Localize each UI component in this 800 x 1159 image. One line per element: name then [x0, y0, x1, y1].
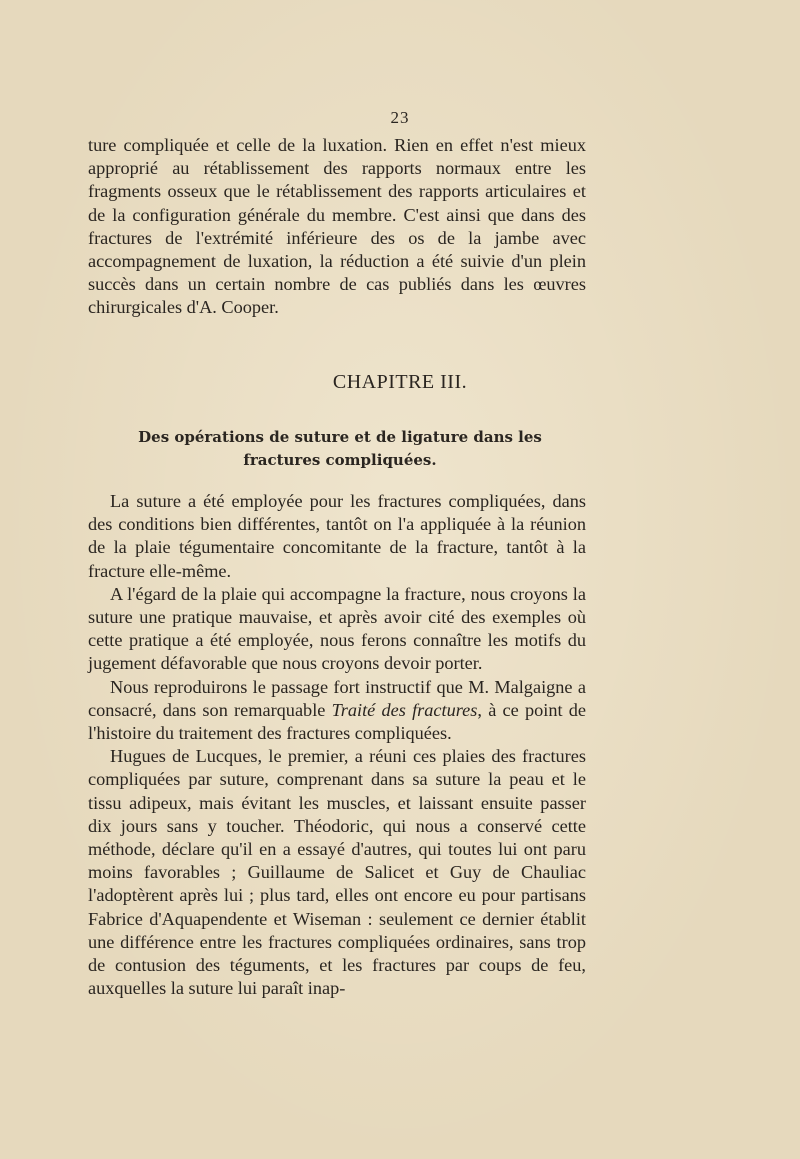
- intro-text-block: [88, 134, 586, 320]
- paragraph-malgaigne-start: Nous reproduirons le passage fort instructif que M. Malgaigne a consacré, dans son remarquable: [88, 676, 586, 720]
- chapter-title: CHAPITRE III.: [332, 371, 468, 393]
- paragraph-malgaigne-end: , à ce point de l'histoire du traitement des fractures compliquées.: [88, 699, 587, 744]
- page-number: 23: [390, 108, 410, 127]
- section-title-line-2: fractures compliquées.: [243, 451, 437, 469]
- intro-paragraph: ture compliquée et celle de la luxation. Rien en effet n'est mieux approprié au rétablissement des rapports normaux entre les fragments osseux que le rétablissement des rapports articulaires et de la configuration générale du membre. C'est ainsi que dans des fractures de l'extrémité inférieure des os de la jambe avec accompagnement de luxation, la réduction a été suivie d'un plein succès dans un certain nombre de cas publiés dans les œuvres chirurgicales d'A. Cooper.: [88, 135, 586, 318]
- paragraph-suture: La suture a été employée pour les fractures compliquées, dans des conditions bien différentes, tantôt on l'a appliquée à la réunion de la plaie tégumentaire concomitante de la fracture, tantôt à la fracture elle-même.: [88, 491, 586, 581]
- section-title-line-1: Des opérations de suture et de ligature dans les: [138, 428, 542, 446]
- section-title: [110, 426, 570, 472]
- paragraph-malgaigne: [88, 676, 586, 746]
- paragraph-hugues: Hugues de Lucques, le premier, a réuni ces plaies des fractures compliquées par suture, comprenant dans sa suture la peau et le tissu adipeux, mais évitant les muscles, et laissant ensuite passer dix jours sans y toucher. Théodoric, qui nous a conservé cette méthode, déclare qu'il en a essayé d'autres, qui toutes lui ont paru moins favorables ; Guillaume de Salicet et Guy de Chauliac l'adoptèrent après lui ; plus tard, elles ont encore eu pour partisans Fabrice d'Aquapendente et Wiseman : seulement ce dernier établit une différence entre les fractures compliquées ordinaires, sans trop de contusion des téguments, et les fractures par coups de feu, auxquelles la suture lui paraît inap-: [88, 746, 586, 999]
- paragraph-plaie: A l'égard de la plaie qui accompagne la fracture, nous croyons la suture une pratique mauvaise, et après avoir cité des exemples où cette pratique a été employée, nous ferons connaître les motifs du jugement défavorable que nous croyons devoir porter.: [88, 583, 586, 674]
- body-text-block: [88, 490, 586, 1000]
- book-title: Traité des fractures: [331, 699, 478, 720]
